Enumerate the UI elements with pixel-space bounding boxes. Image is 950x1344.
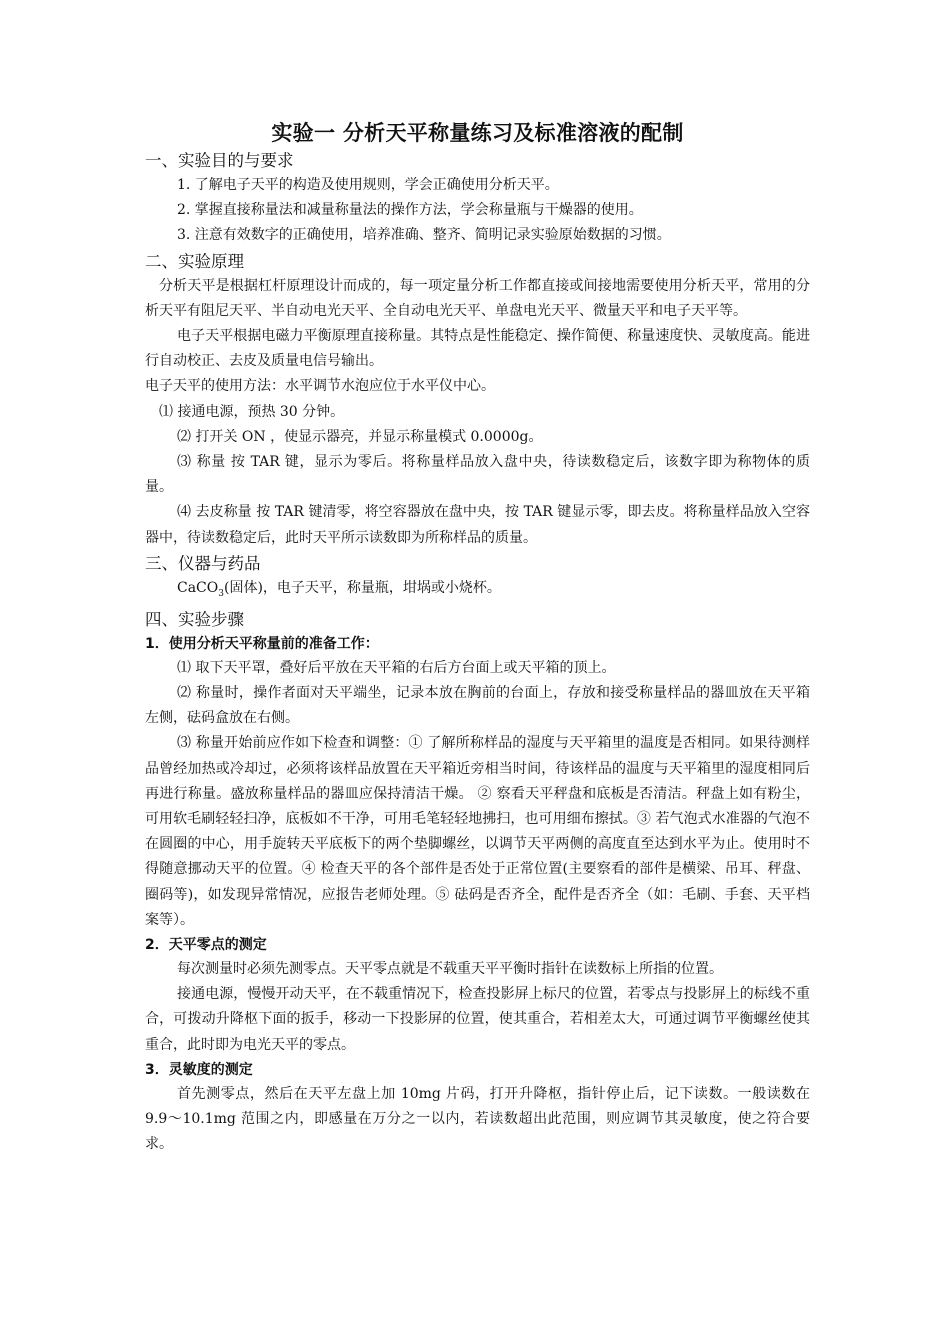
section-heading-principle: 二、实验原理 [145,251,244,271]
subsection-heading-sensitivity: 3．灵敏度的测定 [145,1061,253,1078]
objective-item: 1. 了解电子天平的构造及使用规则，学会正确使用分析天平。 [177,177,559,193]
subsection-heading-zero-point: 2．天平零点的测定 [145,937,267,954]
preparation-item: ⑵ 称量时，操作者面对天平端坐，记录本放在胸前的台面上，存放和接受称量样品的器皿放在天平箱左侧，砝码盒放在右侧。 [145,685,810,727]
document-title: 实验一 分析天平称量练习及标准溶液的配制 [271,121,684,145]
subsection-heading-preparation: 1．使用分析天平称量前的准备工作： [145,635,379,652]
reagent-formula: CaCO [177,579,219,596]
section-heading-procedure: 四、实验步骤 [145,609,244,629]
section-heading-materials: 三、仪器与药品 [145,553,261,573]
principle-paragraph: 电子天平的使用方法：水平调节水泡应位于水平仪中心。 [145,378,495,395]
preparation-item: ⑶ 称量开始前应作如下检查和调整：① 了解所称样品的湿度与天平箱里的温度是否相同。如果待测样品曾经加热或冷却过，必须将该样品放置在天平箱近旁相当时间，待该样品的温度与天平箱里的湿度相同后再进行称量。盛放称量样品的器皿应保持清洁干燥。 ② 察看天平秤盘和底板是否清洁。秤盘上如有粉尘，可用软毛刷轻轻扫净，底板如不干净，可用毛笔轻轻地拂扫，也可用细布擦拭。③ 若气泡式水准器的气泡不在圆圈的中心，用手旋转天平底板下的两个垫脚螺丝，以调节天平两侧的高度直至达到水平为止。使用时不得随意挪动天平的位置。④ 检查天平的各个部件是否处于正常位置(主要察看的部件是横梁、吊耳、秤盘、圈码等)，如发现异常情况，应报告老师处理。⑤ 砝码是否齐全，配件是否齐全（如：毛刷、手套、天平档案等）。 [145,735,810,928]
zero-point-paragraph: 每次测量时必须先测零点。天平零点就是不载重天平平衡时指针在读数标上所指的位置。 [177,961,723,978]
usage-step: ⑷ 去皮称量 按 TAR 键清零，将空容器放在盘中央，按 TAR 键显示零，即去皮。将称量样品放入空容器中，待读数稳定后，此时天平所示读数即为所称样品的质量。 [145,504,810,546]
preparation-item: ⑴ 取下天平罩，叠好后平放在天平箱的右后方台面上或天平箱的顶上。 [177,659,616,676]
materials-paragraph [145,576,810,607]
materials-text: (固体)，电子天平，称量瓶，坩埚或小烧杯。 [223,579,501,596]
usage-step: ⑴ 接通电源，预热 30 分钟。 [159,403,345,420]
document-page [145,118,810,1158]
principle-paragraph: 分析天平是根据杠杆原理设计而成的，每一项定量分析工作都直接或间接地需要使用分析天平，常用的分析天平有阻尼天平、半自动电光天平、全自动电光天平、单盘电光天平、微量天平和电子天平等。 [145,277,810,319]
sensitivity-paragraph: 首先测零点，然后在天平左盘上加 10mg 片码，打开升降枢，指针停止后，记下读数。一般读数在 9.9～10.1mg 范围之内，即感量在万分之一以内，若读数超出此范围，则应调节其灵敏度，使之符合要求。 [145,1085,810,1153]
section-heading-objectives: 一、实验目的与要求 [145,151,294,170]
usage-step: ⑶ 称量 按 TAR 键，显示为零后。将称量样品放入盘中央，待读数稳定后，该数字即为称物体的质量。 [145,454,810,496]
objective-item: 3. 注意有效数字的正确使用，培养准确、整齐、简明记录实验原始数据的习惯。 [177,227,671,244]
reagent-subscript: 3 [218,588,224,599]
usage-step: ⑵ 打开关 ON ，使显示器亮，并显示称量模式 0.0000g。 [177,428,543,445]
objective-item: 2. 掌握直接称量法和减量称量法的操作方法，学会称量瓶与干燥器的使用。 [177,202,643,219]
zero-point-paragraph: 接通电源，慢慢开动天平，在不载重情况下，检查投影屏上标尺的位置，若零点与投影屏上的标线不重合，可拨动升降枢下面的扳手，移动一下投影屏的位置，使其重合，若相差太大，可通过调节平衡螺丝使其重合，此时即为电光天平的零点。 [145,986,810,1053]
principle-paragraph: 电子天平根据电磁力平衡原理直接称量。其特点是性能稳定、操作简便、称量速度快、灵敏度高。能进行自动校正、去皮及质量电信号输出。 [145,328,810,370]
